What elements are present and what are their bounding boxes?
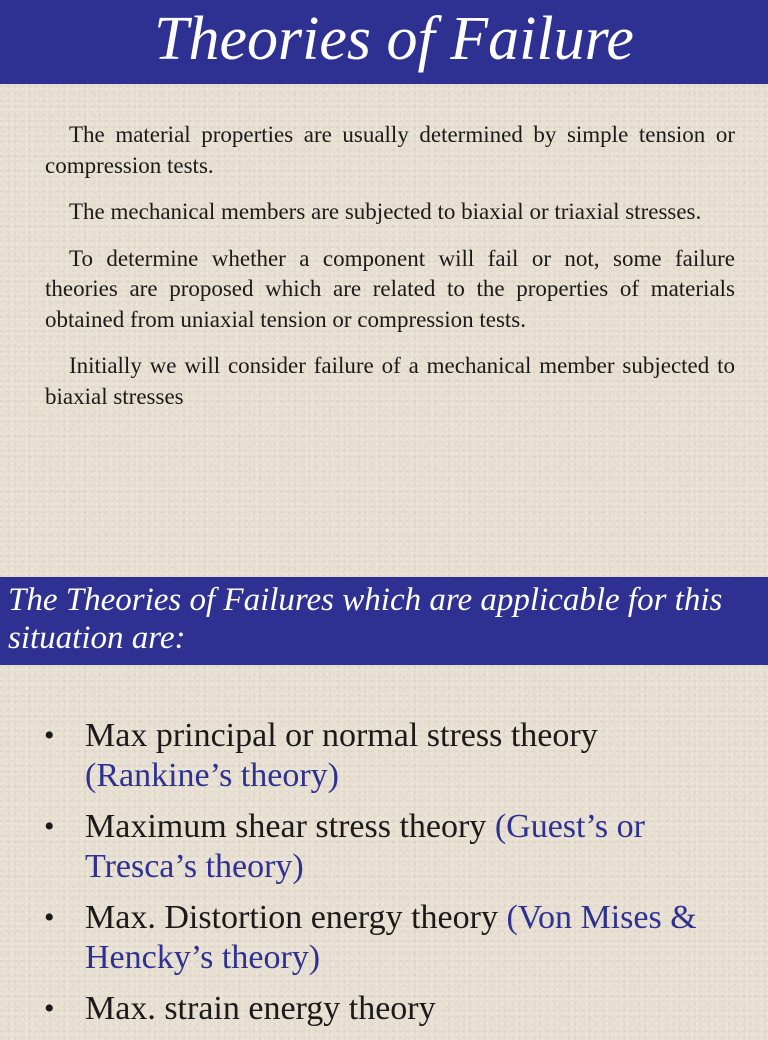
subheading-banner	[0, 577, 768, 665]
bullet-icon: •	[44, 810, 55, 843]
theory-name: Maximum shear stress theory	[85, 808, 487, 845]
theory-alt-name: (Rankine’s theory)	[85, 757, 339, 794]
theory-name: Max. strain energy theory	[85, 990, 436, 1027]
list-item	[0, 898, 768, 978]
theory-list	[0, 716, 768, 1040]
bullet-icon: •	[44, 719, 55, 752]
subheading: The Theories of Failures which are applicable for this situation are:	[8, 582, 723, 656]
list-item	[0, 807, 768, 887]
intro-paragraph: The mechanical members are subjected to biaxial or triaxial stresses.	[69, 199, 702, 224]
list-item	[0, 989, 768, 1029]
title-banner	[0, 0, 768, 84]
intro-paragraph: To determine whether a component will fail or not, some failure theories are proposed which are related to the properties of materials obtained from uniaxial tension or compression tests.	[45, 245, 735, 332]
theory-alt-name: (Von Mises & Hencky’s theory)	[85, 899, 697, 976]
intro-paragraph: The material properties are usually determined by simple tension or compression tests.	[45, 122, 735, 178]
list-item	[0, 716, 768, 796]
intro-text	[45, 120, 735, 428]
theory-name: Max. Distortion energy theory	[85, 899, 498, 936]
page-title: Theories of Failure	[154, 5, 634, 73]
bullet-icon: •	[44, 992, 55, 1025]
intro-paragraph: Initially we will consider failure of a mechanical member subjected to biaxial stresses	[45, 353, 735, 409]
theory-alt-name: (Guest’s or Tresca’s theory)	[85, 808, 645, 885]
bullet-icon: •	[44, 901, 55, 934]
theory-name: Max principal or normal stress theory	[85, 717, 598, 754]
